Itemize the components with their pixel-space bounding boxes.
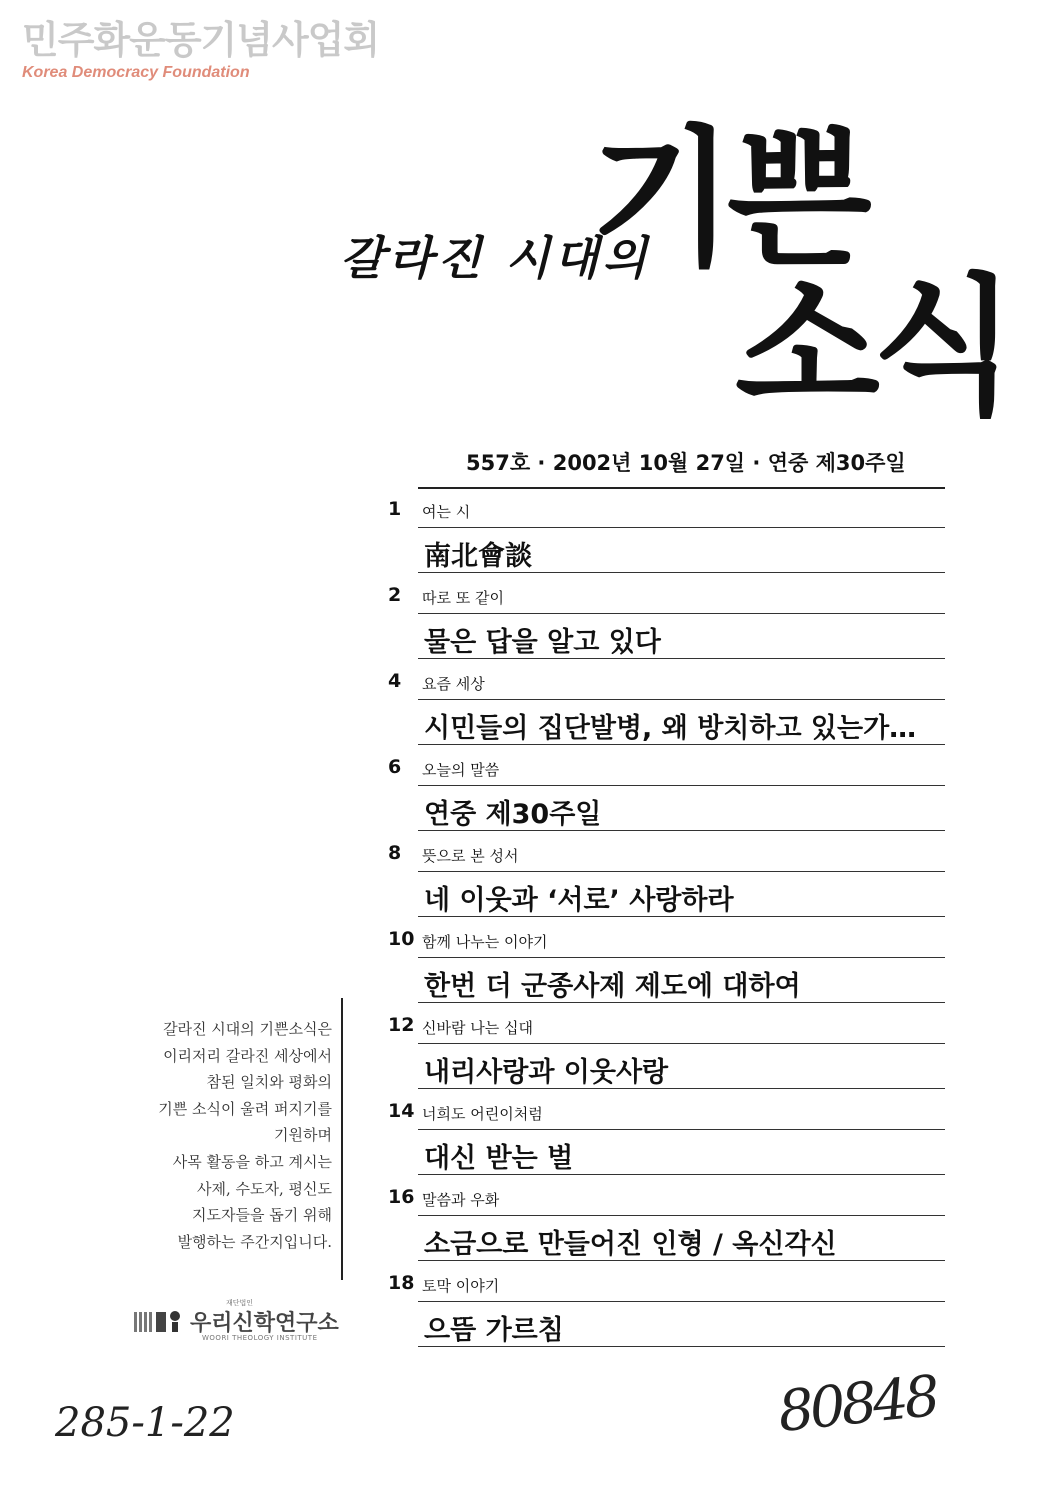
toc-item: [388, 1094, 945, 1180]
toc-page-number: 4: [388, 670, 402, 692]
issue-line: 557호 · 2002년 10월 27일 · 연중 제30주일: [466, 451, 906, 475]
toc-category: 여는 시: [422, 503, 471, 521]
toc-item: [388, 922, 945, 1008]
toc-divider: [418, 1346, 945, 1347]
toc-divider: [418, 699, 945, 700]
title-line-1: 기쁜: [590, 113, 864, 287]
toc-item: [388, 1266, 945, 1352]
toc-divider: [418, 1301, 945, 1302]
description-line: 참된 일치와 평화의: [206, 1073, 332, 1092]
handwritten-number-left: 285-1-22: [55, 1400, 235, 1446]
toc-page-number: 12: [388, 1014, 415, 1036]
toc-category: 너희도 어린이처럼: [422, 1105, 543, 1123]
toc-page-number: 14: [388, 1100, 415, 1122]
description-line: 발행하는 주간지입니다.: [177, 1232, 332, 1251]
toc-divider: [418, 957, 945, 958]
toc-item: [388, 1180, 945, 1266]
toc-page-number: 1: [388, 498, 402, 520]
publisher-logo: [134, 1298, 344, 1348]
handwritten-number-right: 80848: [775, 1363, 940, 1446]
publisher-english-name: WOORI THEOLOGY INSTITUTE: [202, 1334, 318, 1342]
toc-category: 말씀과 우화: [422, 1191, 500, 1209]
toc-item: [388, 664, 945, 750]
toc-divider: [418, 1129, 945, 1130]
toc-divider: [418, 916, 945, 917]
toc-divider: [418, 572, 945, 573]
toc-title: 南北會談: [424, 541, 532, 572]
watermark: [22, 18, 379, 82]
table-of-contents: [388, 492, 945, 1352]
toc-category: 뜻으로 본 성서: [422, 847, 519, 865]
toc-title: 시민들의 집단발병, 왜 방치하고 있는가…: [424, 713, 917, 744]
toc-divider: [418, 527, 945, 528]
toc-divider: [418, 1002, 945, 1003]
toc-title: 소금으로 만들어진 인형 / 옥신각신: [424, 1229, 837, 1260]
toc-category: 따로 또 같이: [422, 589, 504, 607]
title-prefix: 갈라진 시대의: [340, 231, 651, 285]
publisher-name: 우리신학연구소: [190, 1311, 339, 1336]
vertical-divider: [341, 998, 343, 1280]
toc-item: [388, 492, 945, 578]
watermark-korean: 민주화운동기념사업회: [22, 18, 380, 62]
toc-divider: [418, 658, 945, 659]
title-line-2: 소식: [735, 261, 1009, 435]
toc-category: 요즘 세상: [422, 675, 485, 693]
toc-page-number: 10: [388, 928, 415, 950]
watermark-english: Korea Democracy Foundation: [22, 64, 250, 81]
publisher-type: 재단법인: [226, 1299, 254, 1307]
description-line: 이리저리 갈라진 세상에서: [163, 1046, 332, 1065]
toc-divider: [418, 744, 945, 745]
toc-divider: [418, 1260, 945, 1261]
description-line: 기쁜 소식이 울려 퍼지기를: [158, 1099, 332, 1118]
description-line: 갈라진 시대의 기쁜소식은: [163, 1020, 332, 1038]
toc-divider: [418, 830, 945, 831]
toc-title: 네 이웃과 ‘서로’ 사랑하라: [424, 885, 734, 916]
description-line: 기원하며: [274, 1126, 332, 1145]
toc-item: [388, 836, 945, 922]
toc-title: 대신 받는 벌: [424, 1143, 574, 1174]
toc-category: 함께 나누는 이야기: [422, 933, 548, 951]
description-line: 사목 활동을 하고 계시는: [172, 1152, 332, 1171]
toc-title: 으뜸 가르침: [424, 1315, 564, 1346]
toc-divider: [418, 1215, 945, 1216]
description-line: 지도자들을 돕기 위해: [192, 1206, 332, 1225]
toc-title: 연중 제30주일: [424, 799, 602, 830]
toc-title: 내리사랑과 이웃사랑: [424, 1057, 669, 1088]
toc-item: [388, 750, 945, 836]
toc-title: 한번 더 군종사제 제도에 대하여: [424, 971, 801, 1002]
description-line: 사제, 수도자, 평신도: [197, 1179, 332, 1198]
toc-item: [388, 578, 945, 664]
toc-divider: [418, 1088, 945, 1089]
toc-divider: [418, 1043, 945, 1044]
toc-divider: [418, 613, 945, 614]
toc-page-number: 8: [388, 842, 402, 864]
toc-page-number: 18: [388, 1272, 415, 1294]
toc-page-number: 6: [388, 756, 402, 778]
toc-category: 토막 이야기: [422, 1277, 500, 1295]
description-text: [126, 1016, 332, 1255]
issue-divider: [418, 487, 945, 489]
toc-category: 신바람 나는 십대: [422, 1019, 533, 1037]
toc-category: 오늘의 말씀: [422, 761, 500, 779]
toc-divider: [418, 871, 945, 872]
institute-logo-icon: [134, 1308, 188, 1334]
toc-divider: [418, 1174, 945, 1175]
toc-title: 물은 답을 알고 있다: [424, 627, 661, 658]
toc-page-number: 2: [388, 584, 402, 606]
toc-item: [388, 1008, 945, 1094]
toc-page-number: 16: [388, 1186, 415, 1208]
toc-divider: [418, 785, 945, 786]
